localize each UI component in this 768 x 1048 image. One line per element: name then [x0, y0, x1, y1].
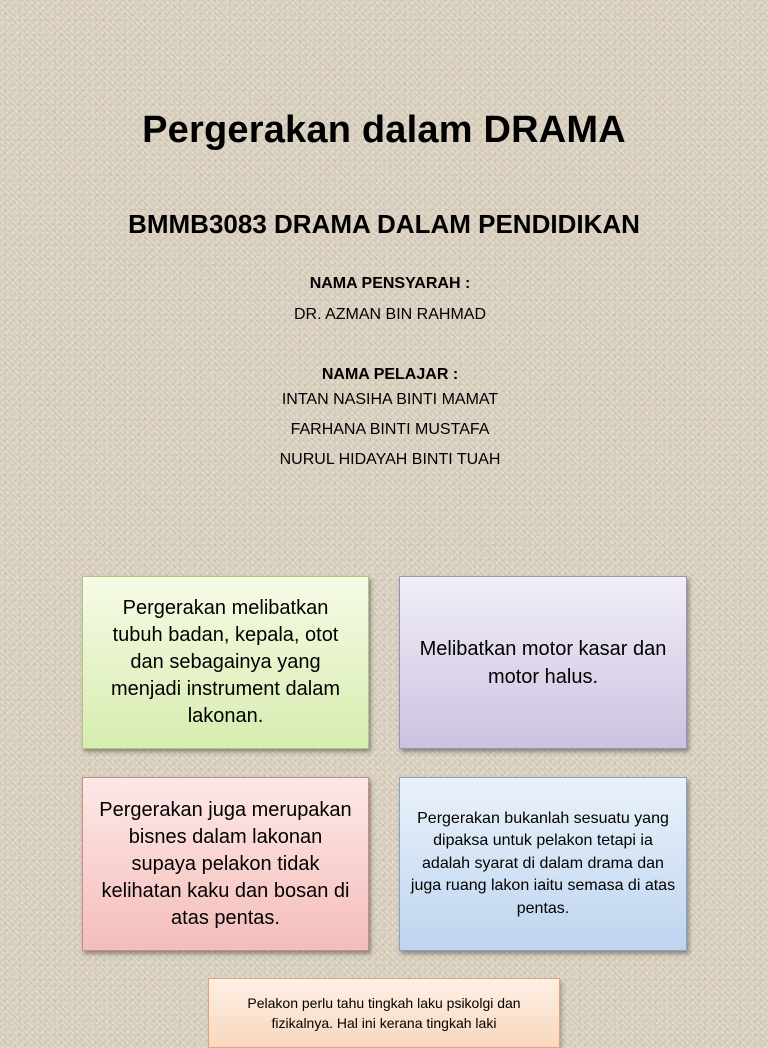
note-text: Pelakon perlu tahu tingkah laku psikolgi dan fizikalnya. Hal ini kerana tingkah laki — [247, 995, 521, 1031]
course-title: BMMB3083 DRAMA DALAM PENDIDIKAN — [128, 209, 640, 239]
note-box-motor-skills — [399, 576, 687, 749]
lecturer-name: DR. AZMAN BIN RAHMAD — [293, 306, 486, 323]
note-box-psychology — [208, 978, 560, 1048]
note-text: Pergerakan melibatkan tubuh badan, kepala, otot dan sebagainya yang menjadi instrument dalam lakonan. — [111, 597, 340, 727]
student-name: FARHANA BINTI MUSTAFA — [290, 421, 490, 438]
note-box-requirement — [399, 777, 687, 951]
note-text: Melibatkan motor kasar dan motor halus. — [419, 637, 667, 688]
note-text: Pergerakan juga merupakan bisnes dalam lakonan supaya pelakon tidak kelihatan kaku dan bosan di atas pentas. — [99, 798, 352, 929]
student-name: INTAN NASIHA BINTI MAMAT — [281, 391, 499, 408]
slide-title: Pergerakan dalam DRAMA — [142, 109, 626, 151]
student-name: NURUL HIDAYAH BINTI TUAH — [279, 451, 501, 468]
note-text: Pergerakan bukanlah sesuatu yang dipaksa untuk pelakon tetapi ia adalah syarat di dalam drama dan juga ruang lakon iaitu semasa di atas pentas. — [410, 809, 676, 917]
note-box-body-movement — [82, 576, 369, 749]
lecturer-label: NAMA PENSYARAH : — [309, 275, 471, 292]
note-box-stage-business — [82, 777, 369, 951]
students-label: NAMA PELAJAR : — [321, 366, 459, 383]
